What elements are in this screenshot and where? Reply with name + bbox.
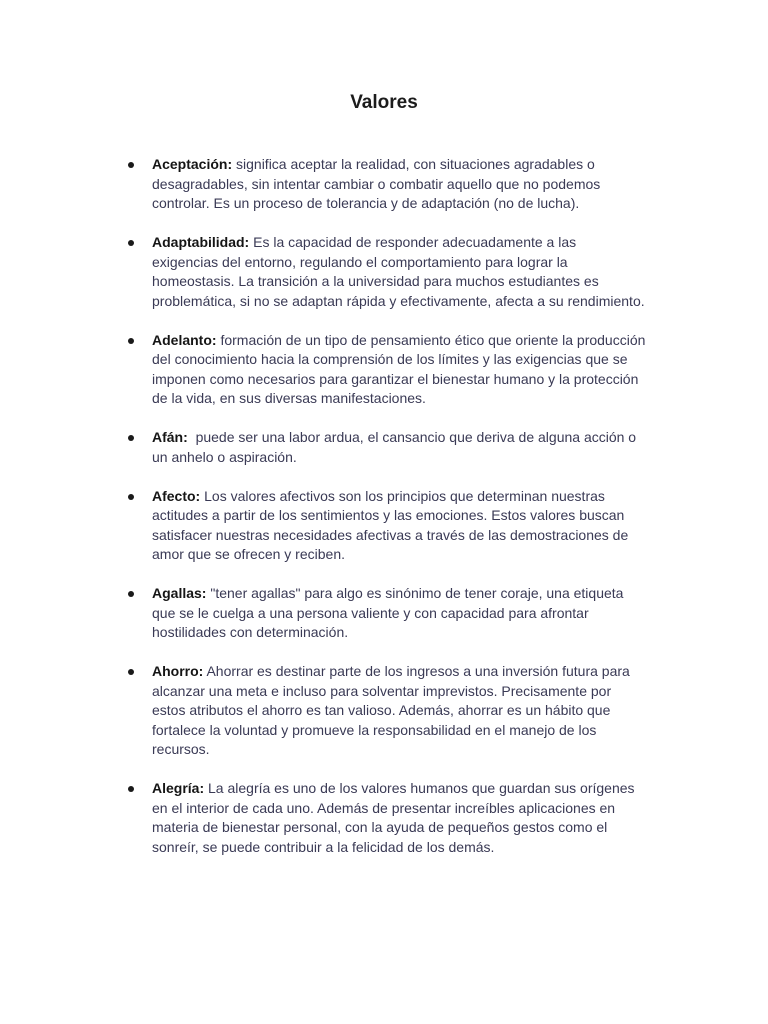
bullet-icon	[128, 786, 134, 792]
entry-text: Ahorrar es destinar parte de los ingresos a una inversión futura para alcanzar una meta e incluso para solventar imprevistos. Precisamente por estos atributos el ahorro es tan valioso. Además, ahorrar es un hábito que fortalece la voluntad y promueve la responsabilidad en el manejo de los recursos.	[152, 663, 630, 757]
entry-text: formación de un tipo de pensamiento ético que oriente la producción del conocimiento hacia la comprensión de los límites y las exigencias que se imponen como necesarios para garantizar el bienestar humano y la protección de la vida, en sus diversas manifestaciones.	[152, 331, 646, 406]
bullet-icon	[128, 338, 134, 344]
list-item-adaptabilidad	[126, 233, 646, 311]
entry-text: "tener agallas" para algo es sinónimo de tener coraje, una etiqueta que se le cuelga a una persona valiente y con capacidad para afrontar hostilidades con determinación.	[152, 585, 624, 640]
entry-term: Afecto:	[152, 487, 201, 504]
entry-term: Alegría:	[152, 780, 205, 796]
entry-text: significa aceptar la realidad, con situaciones agradables o desagradables, sin intentar cambiar o combatir aquello que no podemos controlar. Es un proceso de tolerancia y de adaptación (no de lucha).	[152, 156, 601, 211]
bullet-icon	[128, 494, 134, 500]
entry-term: Aceptación:	[152, 156, 233, 172]
entry-term: Agallas:	[152, 585, 207, 601]
list-item-alegria	[126, 779, 646, 857]
bullet-icon	[128, 435, 134, 441]
entry-text: La alegría es uno de los valores humanos que guardan sus orígenes en el interior de cada uno. Además de presentar increíbles aplicaciones en materia de bienestar personal, con la ayuda de pequeños gestos como el sonreír, se puede contribuir a la felicidad de los demás.	[152, 780, 635, 855]
list-item-aceptacion	[126, 155, 646, 214]
bullet-icon	[128, 591, 134, 597]
entry-term: Ahorro:	[152, 663, 204, 679]
values-list	[126, 155, 646, 877]
list-item-afan	[126, 428, 646, 467]
entry-term: Adelanto:	[152, 331, 217, 348]
entry-term: Adaptabilidad:	[152, 234, 250, 250]
list-item-adelanto	[126, 331, 646, 409]
entry-term: Afán:	[152, 429, 188, 445]
list-item-agallas	[126, 584, 646, 643]
entry-text: Los valores afectivos son los principios que determinan nuestras actitudes a partir de los sentimientos y las emociones. Estos valores buscan satisfacer nuestras necesidades afectivas a través de las demostraciones de amor que se ofrecen y reciben.	[152, 487, 629, 562]
bullet-icon	[128, 240, 134, 246]
page-title: Valores	[350, 92, 418, 113]
list-item-afecto	[126, 487, 646, 565]
bullet-icon	[128, 162, 134, 168]
entry-text: Es la capacidad de responder adecuadamente a las exigencias del entorno, regulando el comportamiento para lograr la homeostasis. La transición a la universidad para muchos estudiantes es problemática, si no se adaptan rápida y efectivamente, afecta a su rendimiento.	[152, 234, 645, 309]
entry-text: puede ser una labor ardua, el cansancio que deriva de alguna acción o un anhelo o aspiración.	[152, 429, 637, 465]
bullet-icon	[128, 669, 134, 675]
list-item-ahorro	[126, 662, 646, 760]
